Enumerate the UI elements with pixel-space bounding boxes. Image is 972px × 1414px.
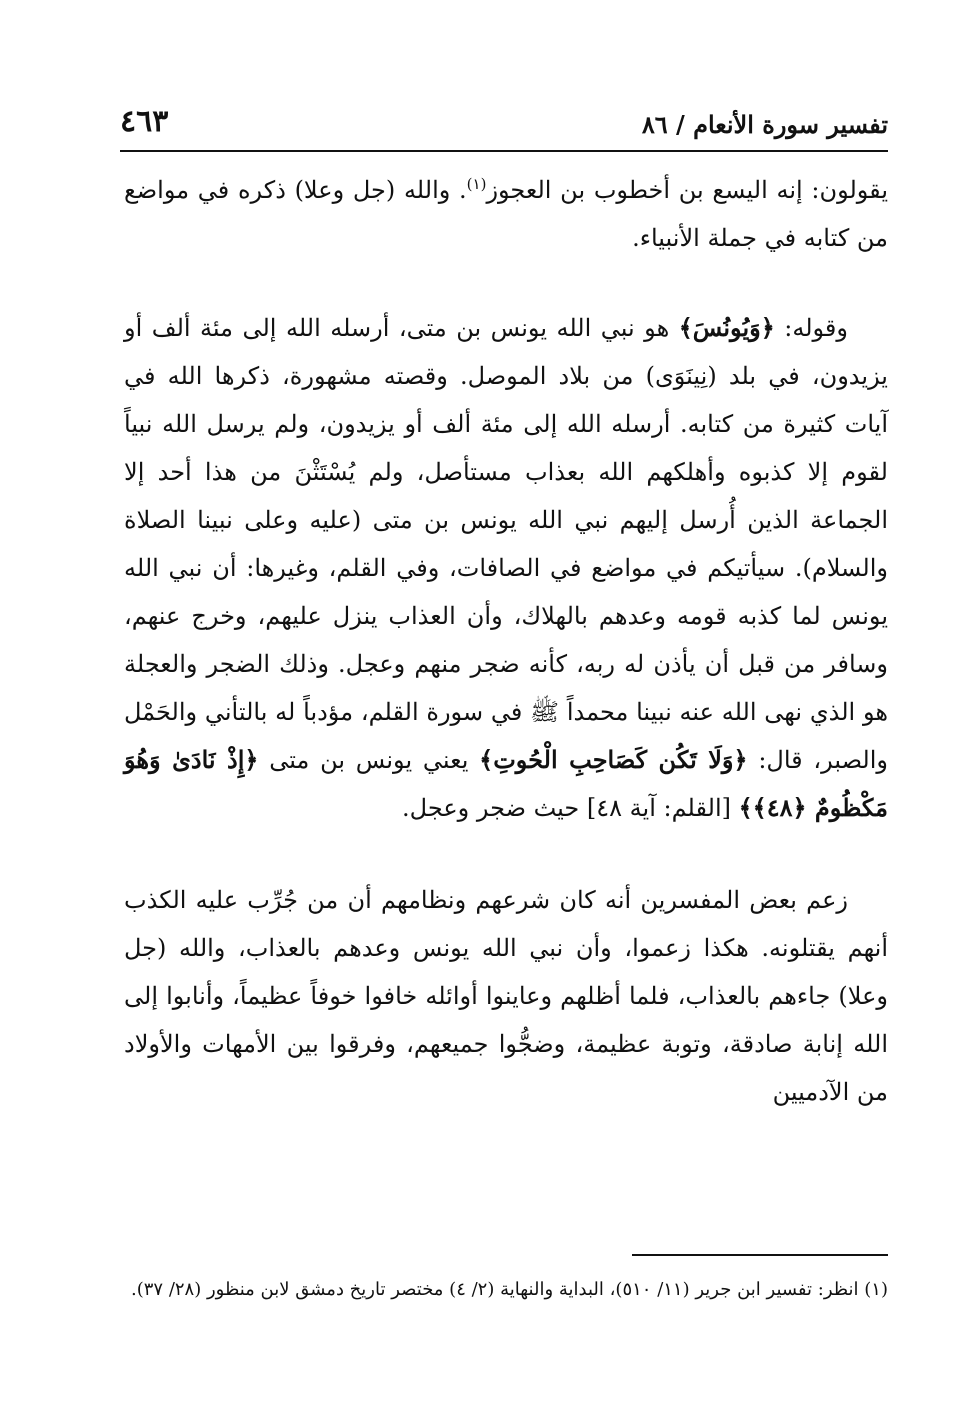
- paragraph-1: [124, 166, 888, 262]
- page-header: [120, 104, 888, 150]
- paragraph-2: [124, 304, 888, 832]
- paragraph-2-part-3: يعني يونس بن متى: [258, 746, 480, 774]
- paragraph-3: زعم بعض المفسرين أنه كان شرعهم ونظامهم أن من جُرِّب عليه الكذب أنهم يقتلونه. هكذا زعموا، وأن نبي الله يونس وعدهم بالعذاب، والله (جل وعلا) جاءهم بالعذاب، فلما أظلهم وعاينوا أوائله خافوا خوفاً عظيماً، وأنابوا إلى الله إنابة صادقة، وتوبة عظيمة، وضجُّوا جميعهم، وفرقوا بين الأمهات والأولاد من الآدميين: [124, 886, 888, 1106]
- paragraph-2-part-4: [القلم: آية ٤٨] حيث ضجر وعجل.: [402, 794, 739, 822]
- paragraph-1-text-after-ref: . والله (جل وعلا) ذكره في مواضع من كتابه في جملة الأنبياء.: [124, 176, 888, 252]
- quran-quote-3: ﴿إِذْ نَادَىٰ وَهُوَ مَكْظُومٌ ﴿٤٨﴾﴾: [124, 745, 888, 822]
- page-number: ٤٦٣: [120, 104, 169, 139]
- footnotes: [124, 1272, 888, 1308]
- quran-quote-1: ﴿وَيُونُسَ﴾: [678, 313, 775, 342]
- paragraph-2-part-1: وقوله:: [774, 314, 848, 342]
- running-title: تفسير سورة الأنعام / ٨٦: [641, 110, 888, 139]
- paragraph-2-part-2: هو نبي الله يونس بن متى، أرسله الله إلى مئة ألف أو يزيدون، في بلد (نِينَوَى) من بلاد الموصل. وقصته مشهورة، ذكرها الله في آيات كثيرة من كتابه. أرسله الله إلى مئة ألف أو يزيدون، ولم يرسل الله نبياً لقوم إلا كذبوه وأهلكهم الله بعذاب مستأصل، ولم يُسْتَثْنَ من هذا أحد إلا الجماعة الذين أُرسل إليهم نبي الله يونس بن متى (عليه وعلى نبينا الصلاة والسلام). سيأتيكم في مواضع في الصافات، وفي القلم، وغيرها: أن نبي الله يونس لما كذبه قومه وعدهم بالهلاك، وأن العذاب ينزل عليهم، وخرج عنهم، وسافر من قبل أن يأذن له ربه، كأنه ضجر منهم وعجل. وذلك الضجر والعجلة هو الذي نهى الله عنه نبينا محمداً ﷺ في سورة القلم، مؤدباً له بالتأني والحَمْل والصبر، قال:: [124, 314, 889, 774]
- quran-quote-2: ﴿وَلَا تَكُن كَصَاحِبِ الْحُوتِ﴾: [479, 745, 748, 774]
- header-divider: [120, 150, 888, 152]
- footnote-1: (١) انظر: تفسير ابن جرير (١١/ ٥١٠)، البداية والنهاية (٢/ ٤) مختصر تاريخ دمشق لابن منظور (٢٨/ ٣٧).: [131, 1279, 888, 1300]
- main-text: [124, 166, 888, 1116]
- footnote-reference: (١): [466, 175, 487, 193]
- paragraph-1-text-before-ref: يقولون: إنه اليسع بن أخطوب بن العجوز: [486, 176, 889, 204]
- footnote-divider: [632, 1254, 888, 1256]
